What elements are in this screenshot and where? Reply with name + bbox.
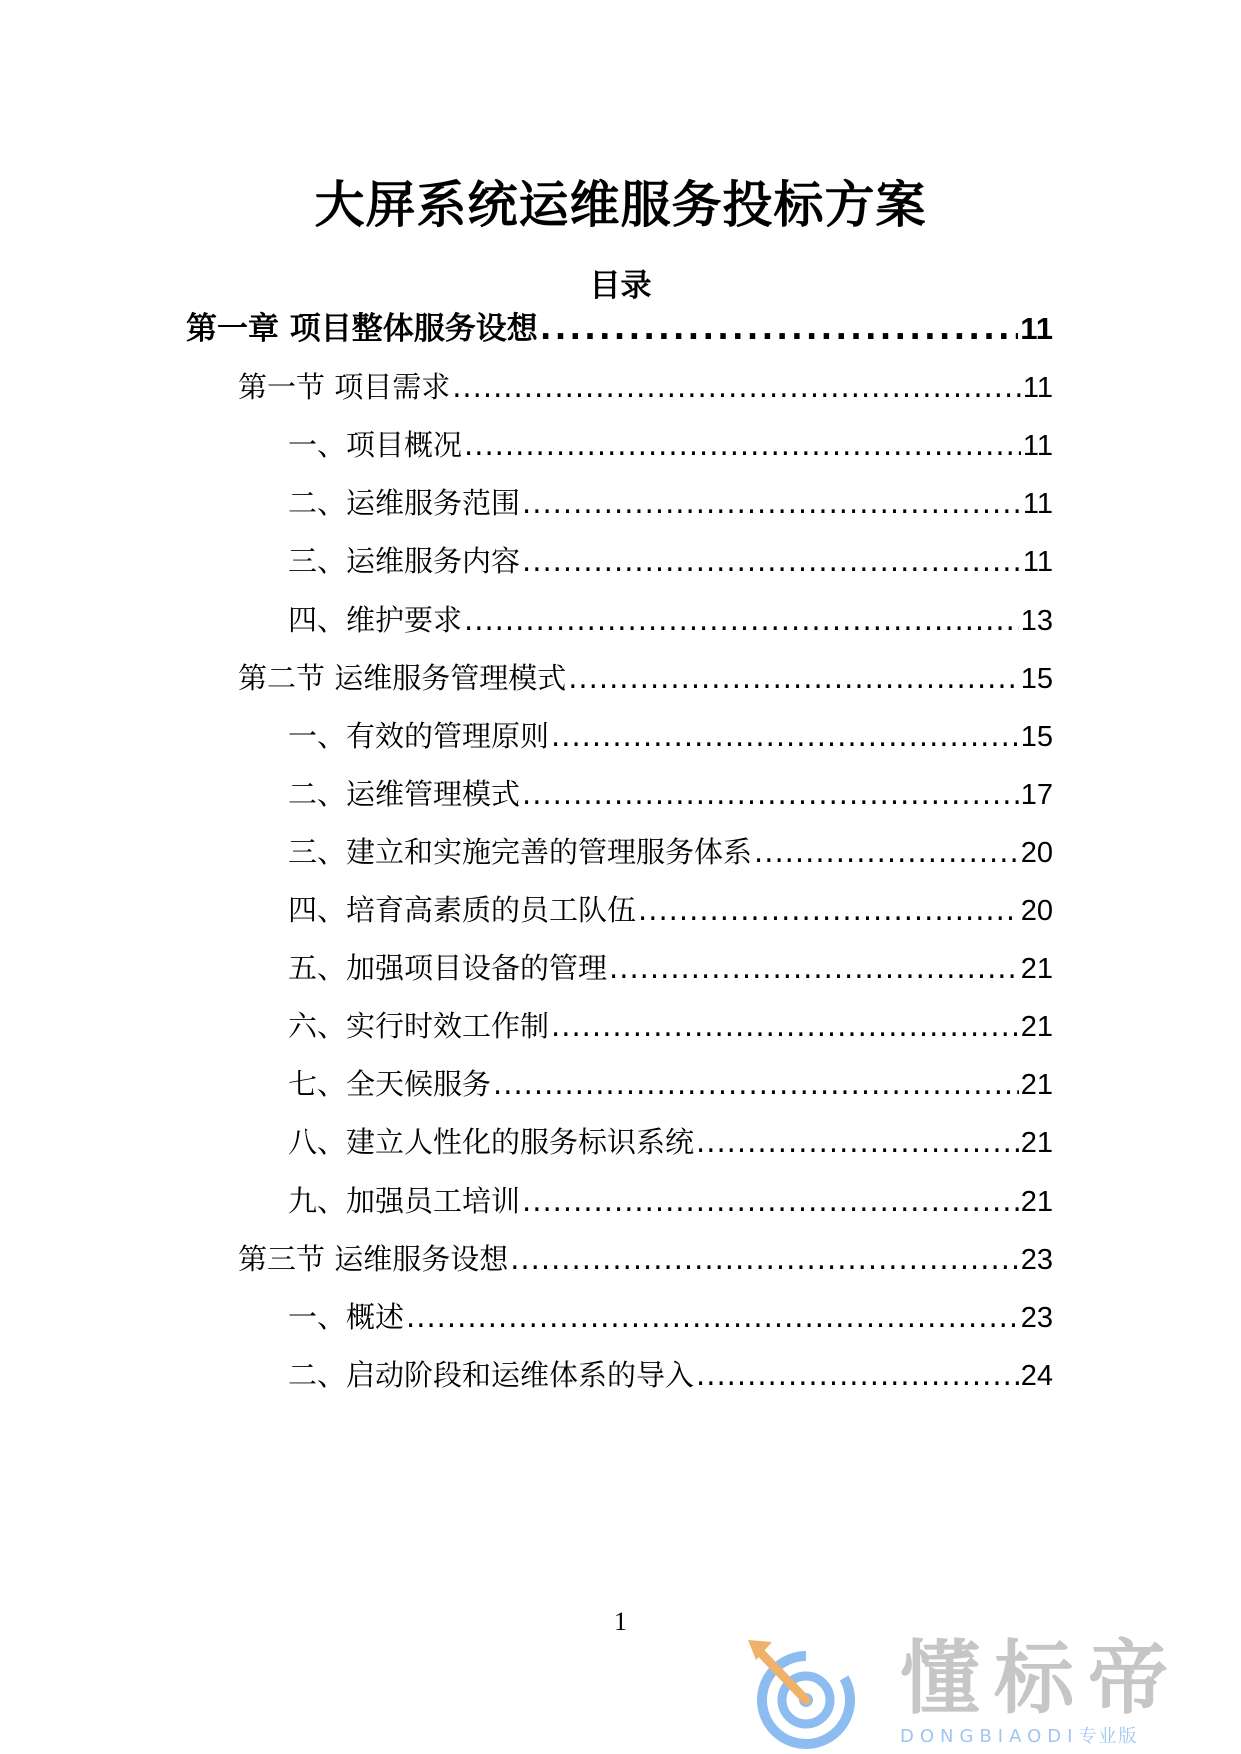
toc-entry-page: 24: [1020, 1360, 1053, 1392]
toc-entry-page: 23: [1020, 1244, 1053, 1276]
watermark: [740, 1632, 1220, 1750]
toc-entry-page: 21: [1020, 1069, 1053, 1101]
toc-entry-label: 二、运维服务范围: [288, 486, 521, 520]
document-title: 大屏系统运维服务投标方案: [314, 176, 927, 234]
toc-dot-leader: [522, 1178, 1019, 1224]
toc-dot-leader: [638, 887, 1019, 933]
toc-dot-leader: [609, 945, 1019, 991]
toc-dot-leader: [551, 713, 1019, 759]
toc-entry[interactable]: [288, 1003, 1053, 1049]
toc-dot-leader: [522, 771, 1019, 817]
toc-dot-leader: [540, 306, 1018, 352]
toc-entry[interactable]: [288, 538, 1053, 584]
toc-dot-leader: [464, 597, 1019, 643]
watermark-latin: DONGBIAODI: [900, 1726, 1079, 1747]
toc-entry[interactable]: [288, 1178, 1053, 1224]
toc-dot-leader: [696, 1352, 1019, 1398]
toc-entry[interactable]: [288, 422, 1053, 468]
toc-entry-page: 11: [1020, 311, 1053, 346]
toc-entry-page: 11: [1022, 488, 1053, 520]
toc-entry-label: 三、建立和实施完善的管理服务体系: [288, 835, 753, 869]
toc-entry-page: 21: [1020, 1186, 1053, 1218]
toc-entry-label: 第一章 项目整体服务设想: [186, 311, 538, 347]
toc-entry-page: 15: [1020, 721, 1053, 753]
toc-entry[interactable]: [288, 771, 1053, 817]
toc-entry[interactable]: [288, 829, 1053, 875]
page-number: 1: [614, 1607, 627, 1636]
toc-entry-label: 三、运维服务内容: [288, 544, 521, 578]
toc-dot-leader: [522, 480, 1021, 526]
toc-entry-label: 第一节 项目需求: [238, 370, 451, 404]
target-arrow-icon: [744, 1632, 874, 1750]
toc-entry-page: 21: [1020, 953, 1053, 985]
toc-entry-page: 20: [1020, 837, 1053, 869]
toc-entry-label: 一、概述: [288, 1300, 405, 1334]
toc-dot-leader: [510, 1236, 1019, 1282]
toc-entry-label: 四、培育高素质的员工队伍: [288, 893, 637, 927]
toc-entry[interactable]: [288, 1061, 1053, 1107]
toc-entry-label: 一、有效的管理原则: [288, 719, 550, 753]
toc-entry-label: 二、启动阶段和运维体系的导入: [288, 1358, 695, 1392]
toc-entry[interactable]: [288, 887, 1053, 933]
toc-entry[interactable]: [288, 1352, 1053, 1398]
toc-entry-label: 八、建立人性化的服务标识系统: [288, 1125, 695, 1159]
toc-entry[interactable]: [288, 713, 1053, 759]
toc-entry[interactable]: [288, 480, 1053, 526]
toc-entry-page: 13: [1020, 605, 1053, 637]
toc-entry[interactable]: [288, 1119, 1053, 1165]
toc-dot-leader: [464, 422, 1021, 468]
toc-entry-label: 七、全天候服务: [288, 1067, 492, 1101]
toc-dot-leader: [452, 364, 1021, 410]
toc-entry-page: 17: [1020, 779, 1053, 811]
watermark-subtitle: [900, 1726, 1138, 1748]
toc-entry-page: 11: [1022, 372, 1053, 404]
toc-entry-page: 20: [1020, 895, 1053, 927]
toc-entry[interactable]: [288, 597, 1053, 643]
toc-dot-leader: [568, 655, 1019, 701]
toc-entry-label: 第三节 运维服务设想: [238, 1242, 509, 1276]
toc-dot-leader: [551, 1003, 1019, 1049]
toc-dot-leader: [696, 1119, 1019, 1165]
toc-dot-leader: [754, 829, 1019, 875]
toc-heading: 目录: [589, 268, 652, 304]
toc-entry-label: 五、加强项目设备的管理: [288, 951, 608, 985]
watermark-brand: 懂标帝: [900, 1632, 1182, 1725]
toc-entry[interactable]: [288, 945, 1053, 991]
toc-entry-page: 11: [1022, 546, 1053, 578]
toc-entry-label: 第二节 运维服务管理模式: [238, 661, 567, 695]
toc-dot-leader: [522, 538, 1021, 584]
toc-entry[interactable]: [238, 655, 1053, 701]
toc-dot-leader: [406, 1294, 1019, 1340]
toc-entry-label: 一、项目概况: [288, 428, 463, 462]
watermark-edition: 专业版: [1078, 1726, 1139, 1747]
toc-entry[interactable]: [238, 364, 1053, 410]
toc-entry[interactable]: [288, 1294, 1053, 1340]
toc-entry-label: 四、维护要求: [288, 603, 463, 637]
toc-entry[interactable]: [238, 1236, 1053, 1282]
toc-entry-label: 九、加强员工培训: [288, 1184, 521, 1218]
toc-entry[interactable]: [186, 306, 1053, 352]
toc-entry-page: 23: [1020, 1302, 1053, 1334]
toc-entry-page: 11: [1022, 430, 1053, 462]
toc-entry-page: 21: [1020, 1011, 1053, 1043]
toc-entry-label: 二、运维管理模式: [288, 777, 521, 811]
toc-entry-label: 六、实行时效工作制: [288, 1009, 550, 1043]
toc-dot-leader: [493, 1061, 1019, 1107]
toc-entry-page: 15: [1020, 663, 1053, 695]
toc-entry-page: 21: [1020, 1127, 1053, 1159]
